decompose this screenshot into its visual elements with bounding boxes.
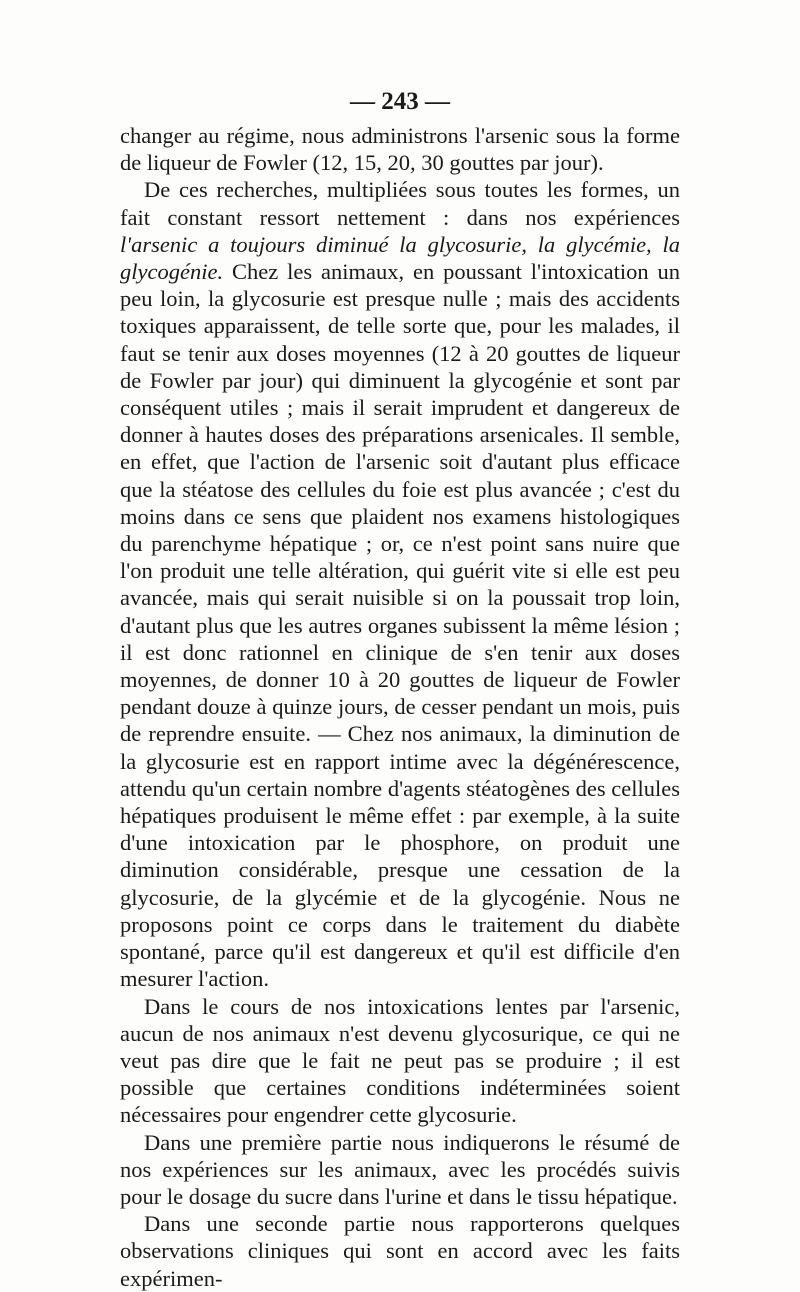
book-page	[120, 82, 680, 1292]
paragraph	[120, 122, 680, 176]
text-segment: changer au régime, nous administrons l'arsenic sous la forme de liqueur de Fowler (12, 15, 20, 30 gouttes par jour).	[120, 123, 680, 176]
paragraph	[120, 1210, 680, 1292]
italic-text: l'arsenic a toujours diminué la glycosurie, la glycémie, la glycogénie.	[120, 231, 680, 285]
page-number: — 243 —	[350, 88, 450, 115]
text-segment: Dans le cours de nos intoxications lentes par l'arsenic, aucun de nos animaux n'est devenu glycosurique, ce qui ne veut pas dire que le fait ne peut pas se produire ; il est possible que certaines conditions indéterminées soient nécessaires pour engendrer cette glycosurie.	[120, 993, 680, 1128]
paragraph	[120, 176, 680, 992]
body-text	[120, 122, 680, 1292]
paragraph	[120, 1129, 680, 1211]
text-segment: Chez les animaux, en poussant l'intoxication un peu loin, la glycosurie est presque nulle ; mais des accidents toxiques apparaissent, de telle sorte que, pour les malades, il faut se tenir aux doses moyennes (12 à 20 gouttes de liqueur de Fowler par jour) qui diminuent la glycogénie et sont par conséquent utiles ; mais il serait imprudent et dangereux de donner à hautes doses des préparations arsenicales. Il semble, en effet, que l'action de l'arsenic soit d'autant plus efficace que la stéatose des cellules du foie est plus avancée ; c'est du moins dans ce sens que plaident nos examens histologiques du parenchyme hépatique ; or, ce n'est point sans nuire que l'on produit une telle altération, qui guérit vite si elle est peu avancée, mais qui serait nuisible si on la poussait trop loin, d'autant plus que les autres organes subissent la même lésion ; il est donc rationnel en clinique de s'en tenir aux doses moyennes, de donner 10 à 20 gouttes de liqueur de Fowler pendant douze à quinze jours, de cesser pendant un mois, puis de reprendre ensuite. — Chez nos animaux, la diminution de la glycosurie est en rapport intime avec la dégénérescence, attendu qu'un certain nombre d'agents stéatogènes des cellules hépatiques produisent le même effet : par exemple, à la suite d'une intoxication par le phosphore, on produit une diminution considérable, presque une cessation de la glycosurie, de la glycémie et de la glycogénie. Nous ne proposons point ce corps dans le traitement du diabète spontané, parce qu'il est dangereux et qu'il est difficile d'en mesurer l'action.	[120, 259, 680, 992]
text-segment: Dans une seconde partie nous rapporterons quelques observations cliniques qui sont en accord avec les faits expérimen-	[120, 1211, 680, 1291]
paragraph	[120, 993, 680, 1129]
text-segment: Dans une première partie nous indiquerons le résumé de nos expériences sur les animaux, avec les procédés suivis pour le dosage du sucre dans l'urine et dans le tissu hépatique.	[120, 1129, 680, 1209]
text-segment: De ces recherches, multipliées sous toutes les formes, un fait constant ressort nettement : dans nos expériences	[120, 177, 680, 230]
